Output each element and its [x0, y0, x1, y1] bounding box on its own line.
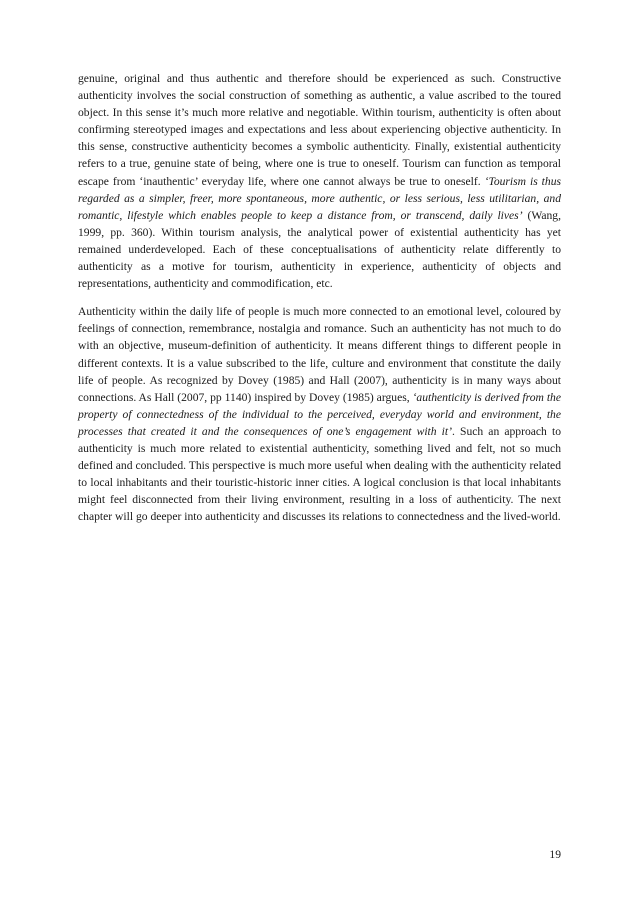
paragraph-2-text-b: . Such an approach to authenticity is much more related to existential authenticity, something lived and felt, not so much defined and concluded. This perspective is much more useful when dealing with the authenticity related to local inhabitants and their touristic-historic inner cities. A logical conclusion is that local inhabitants might feel disconnected from their living environment, resulting in a loss of authenticity. The next chapter will go deeper into authenticity and discusses its relations to connectedness and the lived-world. — [78, 424, 561, 524]
paragraph-1-quote: ‘Tourism is thus regarded as a simpler, freer, more spontaneous, more authentic, or less serious, less utilitarian, and romantic, lifestyle which enables people to keep a distance from, or transcend, daily lives’ — [78, 174, 562, 222]
body-text — [78, 70, 561, 525]
paragraph-1-text-b: (Wang, 1999, pp. 360). Within tourism analysis, the analytical power of existential authenticity has yet remained underdeveloped. Each of these conceptualisations of authenticity relate differently to authenticity as a motive for tourism, authenticity in experience, authenticity of objects and representations, authenticity and commodification, etc. — [78, 208, 561, 291]
paragraph-2-quote: ‘authenticity is derived from the property of connectedness of the individual to the perceived, everyday world and environment, the processes that created it and the consequences of one’s engagement with it’ — [78, 390, 561, 438]
page-number: 19 — [549, 848, 561, 861]
paragraph-1-text-a: genuine, original and thus authentic and therefore should be experienced as such. Constructive authenticity involves the social construction of something as authentic, a value ascribed to the toured object. In this sense it’s much more relative and negotiable. Within tourism, authenticity is often about confirming stereotyped images and expectations and less about experiencing objective authenticity. In this sense, constructive authenticity becomes a symbolic authenticity. Finally, existential authenticity refers to a true, genuine state of being, where one is true to oneself. Tourism can function as temporal escape from ‘inauthentic’ everyday life, where one cannot always be true to oneself. — [78, 72, 561, 188]
paragraph-1 — [78, 70, 561, 292]
paragraph-2 — [78, 303, 561, 525]
paragraph-2-text-a: Authenticity within the daily life of people is much more connected to an emotional level, coloured by feelings of connection, remembrance, nostalgia and romance. Such an authenticity has not much to do with an objective, museum-definition of authenticity. It means different things to different people in different contexts. It is a value subscribed to the life, culture and environment that constitute the daily life of people. As recognized by Dovey (1985) and Hall (2007), authenticity is in many ways about connections. As Hall (2007, pp 1140) inspired by Dovey (1985) argues, — [78, 305, 561, 404]
